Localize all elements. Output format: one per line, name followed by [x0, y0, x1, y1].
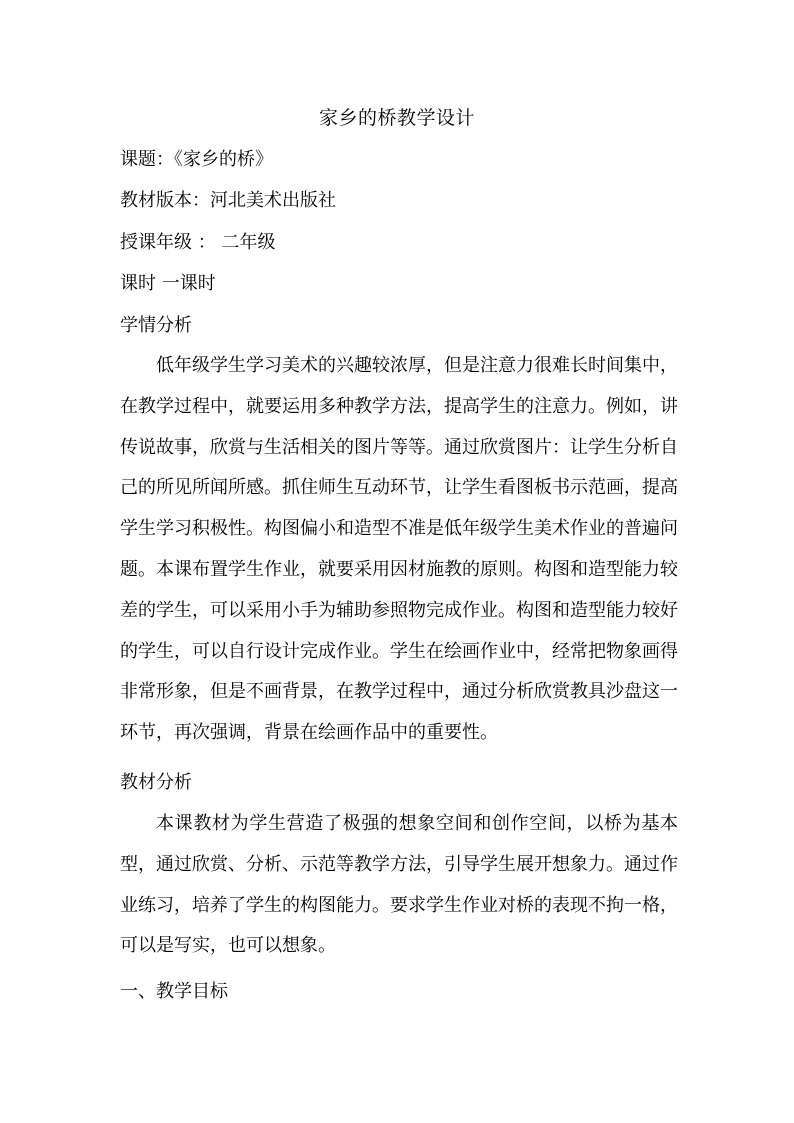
learner-analysis-heading: 学情分析 [120, 315, 192, 336]
learner-analysis-paragraph: 低年级学生学习美术的兴趣较浓厚，但是注意力很难长时间集中，在教学过程中，就要运用多种教学方法，提高学生的注意力。例如，讲传说故事，欣赏与生活相关的图片等等。通过欣赏图片：让学生分析自己的所见所闻所感。抓住师生互动环节，让学生看图板书示范画，提高学生学习积极性。构图偏小和造型不准是低年级学生美术作业的普遍问题。本课布置学生作业，就要采用因材施教的原则。构图和造型能力较差的学生，可以采用小手为辅助参照物完成作业。构图和造型能力较好的学生，可以自行设计完成作业。学生在绘画作业中，经常把物象画得非常形象，但是不画背景，在教学过程中，通过分析欣赏教具沙盘这一环节，再次强调，背景在绘画作品中的重要性。 [120, 355, 678, 744]
teaching-goals-heading: 一、教学目标 [120, 981, 228, 1002]
period-line: 课时 一课时 [120, 273, 216, 294]
topic-line: 课题：《家乡的桥》 [120, 149, 273, 170]
grade-line: 授课年级 ： 二年级 [120, 232, 276, 253]
material-analysis-paragraph: 本课教材为学生营造了极强的想象空间和创作空间，以桥为基本型，通过欣赏、分析、示范等教学方法，引导学生展开想象力。通过作业练习，培养了学生的构图能力。要求学生作业对桥的表现不拘一格，可以是写实，也可以想象。 [120, 813, 678, 957]
material-analysis-heading: 教材分析 [120, 772, 192, 793]
document-title: 家乡的桥教学设计 [318, 107, 475, 129]
textbook-line: 教材版本：河北美术出版社 [120, 190, 336, 211]
